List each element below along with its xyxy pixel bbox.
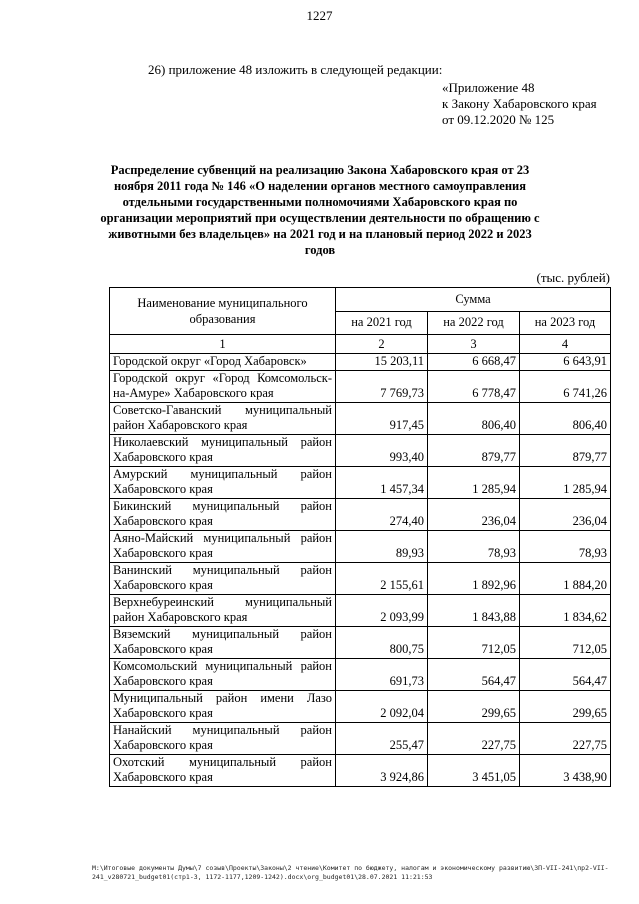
table-row [110,402,611,434]
municipality-name: Комсомольский муниципальный район Хабаровского края [110,658,336,690]
value-2022: 78,93 [428,530,520,562]
value-2022: 712,05 [428,626,520,658]
municipality-name: Николаевский муниципальный район Хабаровского края [110,434,336,466]
value-2021: 800,75 [336,626,428,658]
value-2023: 6 741,26 [520,370,611,402]
value-2022: 6 668,47 [428,354,520,371]
table-row [110,658,611,690]
value-2021: 7 769,73 [336,370,428,402]
header-year-2023: на 2023 год [520,311,611,335]
value-2021: 2 155,61 [336,562,428,594]
value-2023: 6 643,91 [520,354,611,371]
municipality-name: Охотский муниципальный район Хабаровского края [110,754,336,786]
value-2023: 3 438,90 [520,754,611,786]
column-number: 1 [110,335,336,354]
table-row [110,690,611,722]
appendix-reference [442,80,597,128]
value-2022: 1 892,96 [428,562,520,594]
value-2023: 1 285,94 [520,466,611,498]
municipality-name: Советско-Гаванский муниципальный район Хабаровского края [110,402,336,434]
column-number: 4 [520,335,611,354]
table-row [110,754,611,786]
value-2023: 78,93 [520,530,611,562]
table-row [110,626,611,658]
value-2022: 879,77 [428,434,520,466]
value-2022: 299,65 [428,690,520,722]
value-2022: 1 285,94 [428,466,520,498]
value-2023: 1 884,20 [520,562,611,594]
municipality-name: Амурский муниципальный район Хабаровского края [110,466,336,498]
municipality-name: Вяземский муниципальный район Хабаровского края [110,626,336,658]
value-2022: 564,47 [428,658,520,690]
header-year-2022: на 2022 год [428,311,520,335]
table-row [110,530,611,562]
header-municipality: Наименование муниципального образования [110,288,336,335]
table-row [110,354,611,371]
value-2022: 3 451,05 [428,754,520,786]
value-2021: 691,73 [336,658,428,690]
units-label: (тыс. рублей) [536,270,610,285]
appendix-line: от 09.12.2020 № 125 [442,112,555,127]
municipality-name: Нанайский муниципальный район Хабаровского края [110,722,336,754]
page-number: 1227 [306,8,333,23]
value-2022: 6 778,47 [428,370,520,402]
value-2022: 806,40 [428,402,520,434]
table-row [110,498,611,530]
value-2021: 15 203,11 [336,354,428,371]
value-2023: 1 834,62 [520,594,611,626]
municipality-name: Верхнебуреинский муниципальный район Хабаровского края [110,594,336,626]
municipality-name: Муниципальный район имени Лазо Хабаровского края [110,690,336,722]
value-2021: 917,45 [336,402,428,434]
amendment-instruction: 26) приложение 48 изложить в следующей редакции: [148,62,443,77]
value-2021: 3 924,86 [336,754,428,786]
value-2023: 299,65 [520,690,611,722]
table-row [110,594,611,626]
value-2021: 255,47 [336,722,428,754]
value-2022: 227,75 [428,722,520,754]
column-number: 3 [428,335,520,354]
table-body [110,354,611,787]
municipality-name: Аяно-Майский муниципальный район Хабаровского края [110,530,336,562]
table-row [110,434,611,466]
value-2021: 89,93 [336,530,428,562]
value-2021: 1 457,34 [336,466,428,498]
table-row [110,562,611,594]
municipality-name: Ванинский муниципальный район Хабаровского края [110,562,336,594]
appendix-line: «Приложение 48 [442,80,535,95]
table-row [110,370,611,402]
table-row [110,722,611,754]
value-2023: 806,40 [520,402,611,434]
value-2023: 879,77 [520,434,611,466]
table-row [110,466,611,498]
value-2021: 2 092,04 [336,690,428,722]
appendix-line: к Закону Хабаровского края [442,96,597,111]
header-year-2021: на 2021 год [336,311,428,335]
municipality-name: Городской округ «Город Хабаровск» [110,354,336,371]
value-2021: 274,40 [336,498,428,530]
value-2021: 993,40 [336,434,428,466]
file-path-footer: М:\Итоговые документы Думы\7 созыв\Проекты\Законы\2 чтение\Комитет по бюджету, налогам и экономическому развитию\ЗП-VII-241\пр2-VII-241_v280721_budget01(стр1-3, 1172-1177,1209-1242).docx\org_budget01\28.07.2021 11:21:53 [92,864,609,881]
value-2022: 1 843,88 [428,594,520,626]
municipality-name: Городской округ «Город Комсомольск-на-Амуре» Хабаровского края [110,370,336,402]
value-2023: 236,04 [520,498,611,530]
column-number: 2 [336,335,428,354]
value-2021: 2 093,99 [336,594,428,626]
subvention-table [109,287,611,787]
value-2022: 236,04 [428,498,520,530]
value-2023: 712,05 [520,626,611,658]
document-title: Распределение субвенций на реализацию Закона Хабаровского края от 23 ноября 2011 года № 146 «О наделении органов местного самоуправления отдельными государственными полномочиями Хабаровского края по организации мероприятий при осуществлении деятельности по обращению с животными без владельцев» на 2021 год и на плановый период 2022 и 2023 годов [100,163,540,257]
municipality-name: Бикинский муниципальный район Хабаровского края [110,498,336,530]
value-2023: 564,47 [520,658,611,690]
value-2023: 227,75 [520,722,611,754]
header-sum: Сумма [336,288,611,312]
